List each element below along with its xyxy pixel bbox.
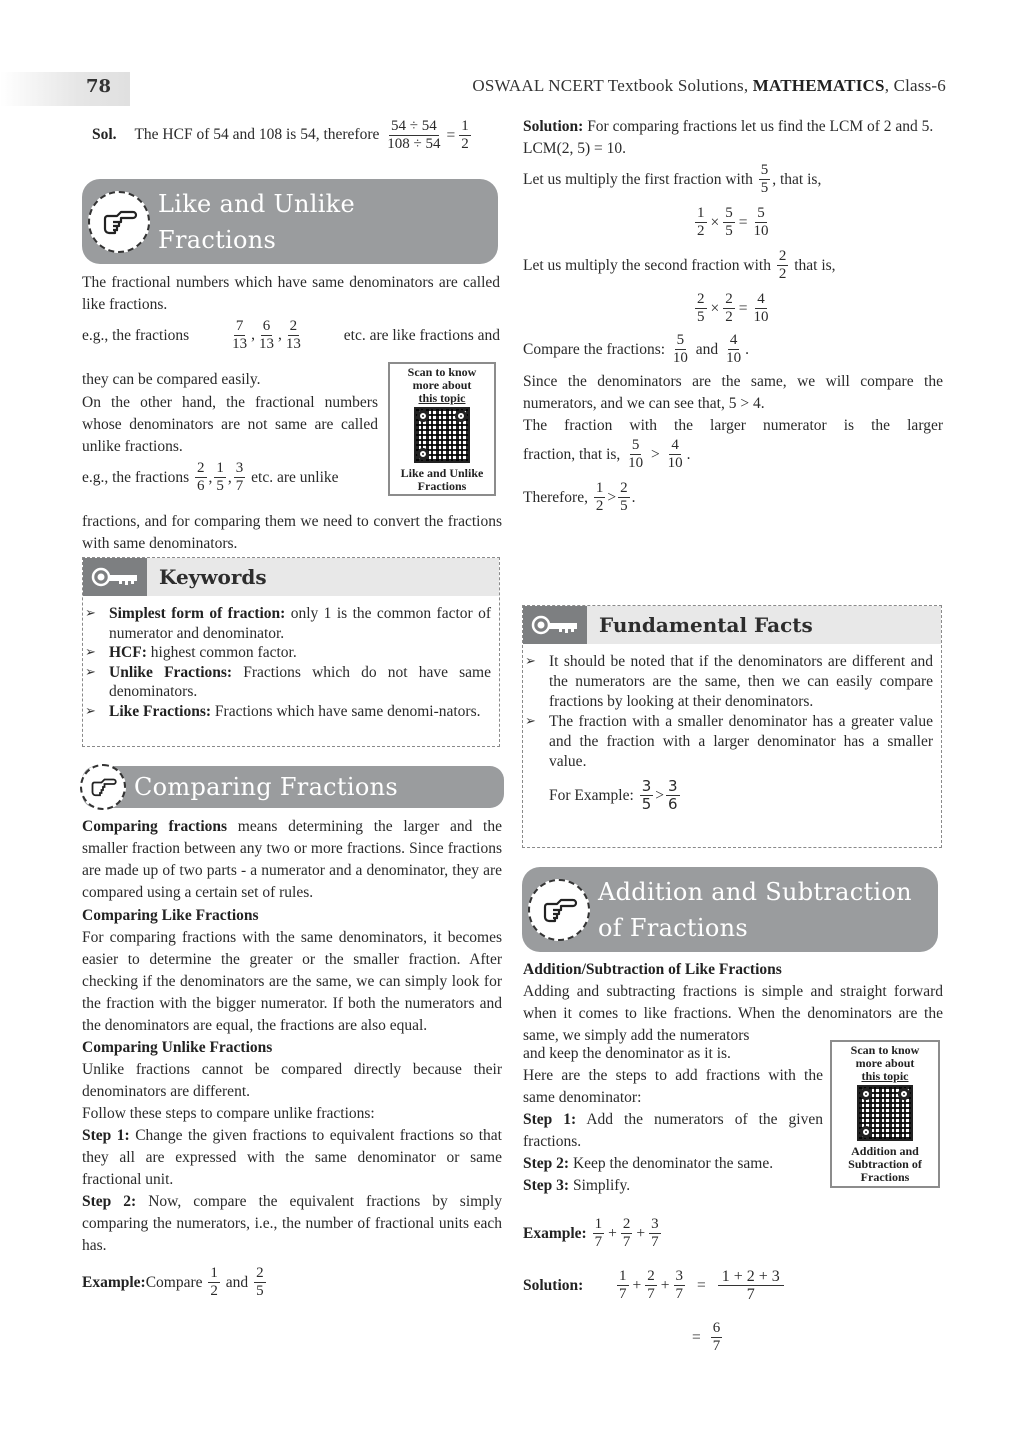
paragraph: fractions, and for comparing them we need to convert the fractions with same denominators. [82, 513, 502, 552]
fundamental-facts-title: Fundamental Facts [599, 613, 813, 637]
fact-item: ➢ It should be noted that if the denominators are different and the numerators are the same, then we can easily compare fractions by looking at their denominators. [523, 652, 933, 712]
example-unlike-fractions: e.g., the fractions $\frac{2}{6}$ , $\frac{1}{5}$ , $\frac{3}{7}$ etc. are unlike [82, 460, 339, 494]
pointing-hand-icon [80, 764, 126, 810]
topic-banner-like-unlike [82, 179, 498, 264]
subheading: Addition/Subtraction of Like Fractions [523, 961, 782, 978]
qr-code-box-like-unlike[interactable]: Scan to know more about this topic Like and Unlike Fractions [388, 362, 496, 496]
keyword-item: ➢ Like Fractions: Fractions which have same denomi-nators. [83, 702, 491, 722]
keywords-title: Keywords [159, 565, 267, 589]
addition-body: Addition/Subtraction of Like Fractions Adding and subtracting fractions is simple and straight forward when it comes to like fractions. When the denominators are the same, we simply add the numerators [523, 961, 943, 1044]
addition-result: = $\frac{6}{7}$ [692, 1320, 721, 1354]
addition-example: Example: $\frac{1}{7}$ + $\frac{2}{7}$ + $\frac{3}{7}$ [523, 1216, 659, 1250]
keyword-item: ➢ Simplest form of fraction: only 1 is the common factor of numerator and denominator. [83, 604, 491, 643]
fraction: $\frac{54 \div 54}{108 \div 54}$ [387, 118, 441, 152]
topic-banner-addition [522, 867, 938, 952]
addition-steps: and keep the denominator as it is. Here are the steps to add fractions with the same denominator: Step 1: Add the numerators of the given fractions. Step 2: Keep the denominator the same. Step 3: Simplify. [523, 1045, 823, 1194]
qr-code-icon[interactable] [414, 407, 470, 463]
fundamental-facts-header [523, 606, 941, 644]
running-head-subject: MATHEMATICS [752, 76, 885, 95]
paragraph: they can be compared easily. [82, 371, 261, 388]
example-like-fractions: e.g., the fractions $\frac{7}{13}$ , $\frac{6}{13}$ , $\frac{2}{13}$ etc. are like fractions and [82, 318, 500, 352]
keyword-item: ➢ Unlike Fractions: Fractions which do not have same denominators. [83, 663, 491, 702]
fraction: $\frac{1}{2}$ [461, 118, 469, 152]
subheading: Comparing Unlike Fractions [82, 1039, 273, 1056]
keyword-item: ➢ HCF: highest common factor. [83, 643, 491, 663]
sol-line: Sol. The HCF of 54 and 108 is 54, therefore $\frac{54 \div 54}{108 \div 54}$ = $\frac{1}{2}$ [92, 118, 469, 152]
subheading: Comparing Like Fractions [82, 907, 259, 924]
key-icon [523, 606, 587, 644]
fundamental-facts-box [522, 605, 942, 848]
paragraph: On the other hand, the fractional numbers whose denominators are not same are called unlike fractions. [82, 394, 378, 455]
addition-solution: Solution: $\frac{1}{7}$ + $\frac{2}{7}$ + $\frac{3}{7}$ = $\frac{1 + 2 + 3}{7}$ [523, 1268, 943, 1303]
key-icon [83, 558, 147, 596]
fact-item: ➢ The fraction with a smaller denominator has a greater value and the fraction with a larger denominator has a smaller value. [523, 712, 933, 772]
keywords-box [82, 557, 500, 747]
qr-code-icon[interactable] [857, 1085, 913, 1141]
qr-code-box-addition[interactable]: Scan to know more about this topic Addition and Subtraction of Fractions [830, 1040, 940, 1188]
topic-title: Like and Unlike Fractions [158, 189, 356, 254]
fact-example: For Example: $\frac{3}{5}$ > $\frac{3}{6}$ [549, 777, 678, 813]
topic-banner-comparing [82, 766, 504, 808]
solution-block: Solution: For comparing fractions let us find the LCM of 2 and 5. LCM(2, 5) = 10. Let us multiply the first fraction with $\frac{5}{5}$ , that is, $\frac{1}{2}$ × $\frac{5}{5}$ = $\frac{5}{10}$ Let us multiply the second fraction with $\frac{2}{2}$ that is, $\frac{2}{5}$ × $\frac{2}{2}$ = $\frac{4}{10}$ Compare the fractions: $\frac{5}{10}$ and $\frac{4}{10}$ . Since the denominators are the same, we will compare the numerators, and we can see that, 5 > 4. The fraction with the larger numerator is the larger fraction, that is, $\frac{5}{10}$ > $\frac{4}{10}$ . Therefore, $\frac{1}{2}$ > $\frac{2}{5}$ . [523, 118, 943, 514]
comparing-body: Comparing fractions means determining the larger and the smaller fraction between any two or more fractions. Since fractions are made up of two parts - a numerator and a denominator, they are compared using a certain set of rules. Comparing Like Fractions For comparing fractions with the same denominators, it becomes easier to determine the greater or the smaller fraction. After checking if the denominators are the same, we can simply look for the fraction with the bigger numerator. If both the numerators and the denominators are equal, the fractions are also equal. Comparing Unlike Fractions Unlike fractions cannot be compared directly because their denominators are different. Follow these steps to compare unlike fractions: Step 1: Change the given fractions to equivalent fractions so that they all are expressed with the same denominator or same fractional unit. Step 2: Now, compare the equivalent fractions by simply comparing the numerators, i.e., the number of fractional units each has. Example: Compare $\frac{1}{2}$ and $\frac{2}{5}$ [82, 818, 502, 1299]
sol-text: The HCF of 54 and 108 is 54, therefore [134, 126, 380, 144]
pointing-hand-icon [88, 191, 150, 253]
pointing-hand-icon [528, 879, 590, 941]
running-head [472, 75, 946, 97]
running-head-prefix: OSWAAL NCERT Textbook Solutions, [472, 76, 753, 95]
page-number: 78 [86, 76, 112, 97]
paragraph: The fractional numbers which have same denominators are called like fractions. [82, 274, 500, 313]
topic-title: Addition and Subtraction of Fractions [598, 877, 912, 942]
keywords-header [83, 558, 499, 596]
topic-title: Comparing Fractions [134, 773, 398, 801]
sol-label: Sol. [92, 126, 117, 144]
running-head-suffix: , Class-6 [884, 76, 946, 95]
